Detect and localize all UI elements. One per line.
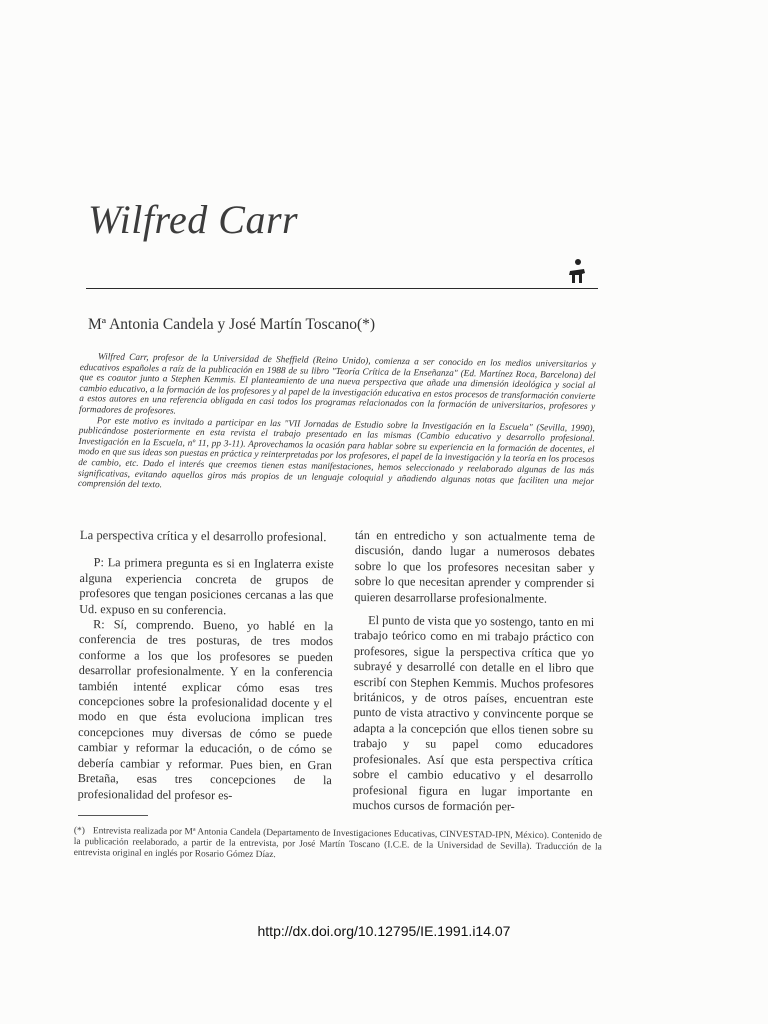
journal-logo-icon [566,258,588,284]
section-heading: La perspectiva crítica y el desarrollo profesional. [79,528,327,545]
footnote [74,826,602,865]
footnote-text: Entrevista realizada por Mª Antonia Candela (Departamento de Investigaciones Educativas, CINVESTAD-IPN, México). Contenido de la publicación reelaborado, a partir de la entrevista, por José Martín Toscano (I.C.E. de la Universidad de Sevilla). Traducción de la entrevista original en inglés por Rosario Gómez Díaz. [73,826,602,861]
body-paragraph: tán en entredicho y son actualmente tema de discusión, dando lugar a numerosos debates sobre lo que los profesores necesitan saber y sobre lo que necesitan aprender y comprender si quieren desarrollarse profesionalmente. [354,528,595,606]
article-abstract [78,352,596,498]
left-column [78,528,334,804]
body-paragraph: R: Sí, comprendo. Bueno, yo hablé en la conferencia de tres posturas, de tres modos conforme a los que los profesores se pueden desarrollar profesionalmente. Y en la conferencia también intenté explicar cómo esas tres concepciones sobre la profesionalidad docente y el modo en que ésta evoluciona implican tres concepciones muy diversas de cómo se puede cambiar y reformar la educación, o de cómo se debería cambiar y reformar. Pues bien, en Gran Bretaña, esas tres concepciones de la profesionalidad del profesor es- [77,617,334,802]
doi-link[interactable]: http://dx.doi.org/10.12795/IE.1991.i14.07 [257,923,511,939]
footnote-mark: (*) [73,826,85,837]
right-column [353,528,595,815]
title-divider [86,288,598,289]
article-title: Wilfred Carr [88,197,299,242]
footnote-divider [78,815,148,816]
abstract-paragraph: Wilfred Carr, profesor de la Universidad de Sheffield (Reino Unido), comienza a ser conocido en los medios universitarios y educativos españoles a raíz de la publicación en 1988 de su libro "Teoría Crítica de la Enseñanza" (Ed. Martínez Roca, Barcelona) del que es coautor junto a Stephen Kemmis. El planteamiento de una nueva perspectiva que añade una dimensión ideológica y social al cambio educativo, a la formación de los profesores y al papel de la investigación educativa en estos procesos de transformación convierte a estos autores en una referencia obligada en casi todos los programas relacionados con la formación de universitarios, profesores y formadores de profesores. [79,352,596,417]
article-authors: Mª Antonia Candela y José Martín Toscano(*) [88,316,376,333]
body-paragraph: El punto de vista que yo sostengo, tanto en mi trabajo teórico como en mi trabajo práctico con profesores, sigue la perspectiva crítica que yo subrayé y desarrollé con detalle en el libro que escribí con Stephen Kemmis. Muchos profesores británicos, y de otros países, encuentran este punto de vista atractivo y convincente porque se adapta a la concepción que ellos tienen sobre su trabajo y su papel como educadores profesionales. Así que esta perspectiva crítica sobre el cambio educativo y el desarrollo profesional figura en lugar importante en muchos cursos de formación per- [352,613,595,814]
body-paragraph: P: La primera pregunta es si en Inglaterra existe alguna experiencia concreta de grupos de profesores que tengan posiciones cercanas a las que Ud. expuso en su conferencia. [79,555,334,617]
abstract-paragraph: Por este motivo es invitado a participar en las "VII Jornadas de Estudio sobre la Investigación en la Escuela" (Sevilla, 1990), publicándose posteriormente en esta revista el trabajo presentado en las mismas (Cambio educativo y desarrollo profesional. Investigación en la Escuela, nº 11, pp 3-11). Aprovechamos la ocasión para hablar sobre su experiencia en la formación de docentes, el modo en que sus ideas son puestas en práctica y reinterpretadas por los profesores, el papel de la investigación y la teoría en los procesos de cambio, etc. Dado el interés que creemos tienen estas manifestaciones, hemos seleccionado y reelaborado algunas de las más significativas, evitando aquellos giros más propios de un lenguaje coloquial y añadiendo algunas notas que faciliten una mejor comprensión del texto. [77,415,595,491]
